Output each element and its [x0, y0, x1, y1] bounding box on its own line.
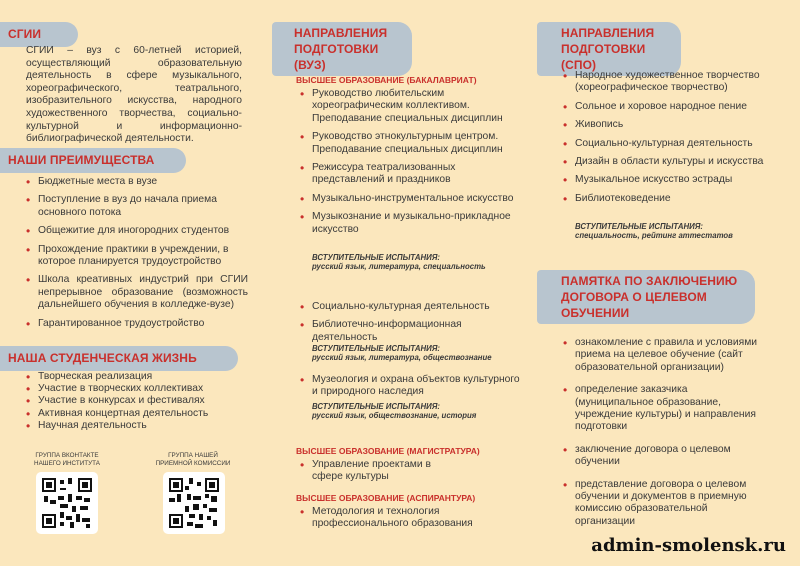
watermark: admin-smolensk.ru [591, 535, 786, 556]
list-item: • Активная концертная деятельность [26, 408, 246, 420]
exam-subjects: специальность, рейтинг аттестатов [575, 231, 733, 240]
master-subheading: ВЫСШЕЕ ОБРАЗОВАНИЕ (МАГИСТРАТУРА) [296, 446, 480, 456]
student-life-list [26, 371, 246, 432]
qr-admission-label: ГРУППА НАШЕЙ ПРИЕМНОЙ КОМИССИИ [155, 452, 231, 467]
list-item: • Музыкально-инструментальное искусство [300, 193, 520, 205]
list-item: • Бюджетные места в вузе [26, 176, 248, 188]
list-item: • Управление проектами в сфере культуры [300, 459, 450, 484]
list-item: • Сольное и хоровое народное пение [563, 101, 785, 113]
exam-title: ВСТУПИТЕЛЬНЫЕ ИСПЫТАНИЯ: [312, 344, 441, 353]
exam-subjects: русский язык, обществознание, история [312, 411, 477, 420]
college-programs-list [563, 70, 785, 205]
target-contract-memo-heading: ПАМЯТКА ПО ЗАКЛЮЧЕНИЮ ДОГОВОРА О ЦЕЛЕВОМ ОБУЧЕНИИ [537, 270, 755, 324]
list-item: • Социально-культурная деятельность [300, 301, 520, 313]
sgii-description: СГИИ – вуз с 60-летней историей, осуществляющий образовательную деятельность в сфере музыкального, хореографического, театрального, изобразительного искусства, народного художественного творчества, социально-культурной и информационно-библиографической деятельности. [26, 45, 242, 145]
list-item: • Режиссура театрализованных представлений и праздников [300, 162, 520, 187]
sgii-heading: СГИИ [0, 22, 78, 47]
list-item: • определение заказчика (муниципальное образование, учреждение культуры) и направления подготовки [563, 384, 763, 434]
advantages-list [26, 176, 248, 330]
list-item: • Поступление в вуз до начала приема основного потока [26, 194, 248, 219]
exam-title: ВСТУПИТЕЛЬНЫЕ ИСПЫТАНИЯ: [312, 402, 441, 411]
list-item: • представление договора о целевом обучении и документов в приемную комиссию образовательной организации [563, 479, 763, 529]
list-item: • Народное художественное творчество (хореографическое творчество) [563, 70, 785, 95]
list-item: • Руководство любительским хореографическим коллективом. Преподавание специальных дисциплин [300, 88, 520, 125]
qr-code-icon [169, 478, 219, 528]
qr-code-icon [42, 478, 92, 528]
qr-vk-label: ГРУППА ВКОНТАКТЕ НАШЕГО ИНСТИТУТА [34, 452, 100, 467]
list-item: • Методология и технология профессионального образования [300, 506, 520, 531]
advantages-heading: НАШИ ПРЕИМУЩЕСТВА [0, 148, 186, 173]
exam-subjects: русский язык, литература, обществознание [312, 353, 492, 362]
list-item: • Прохождение практики в учреждении, в которое планируется трудоустройство [26, 244, 248, 269]
list-item: • Участие в конкурсах и фестивалях [26, 395, 246, 407]
list-item: • Участие в творческих коллективах [26, 383, 246, 395]
list-item: • Школа креативных индустрий при СГИИ непрерывное образование (возможность дальнейшего обучения в колледже-вузе) [26, 274, 248, 311]
bachelor-list-1 [300, 88, 520, 236]
qr-code-vk[interactable] [36, 472, 98, 534]
list-item: • Музыкальное искусство эстрады [563, 174, 785, 186]
exam-block-1 [312, 253, 522, 272]
list-item: • Социально-культурная деятельность [563, 138, 785, 150]
exam-subjects: русский язык, литература, специальность [312, 262, 486, 271]
bachelor-subheading: ВЫСШЕЕ ОБРАЗОВАНИЕ (БАКАЛАВРИАТ) [296, 75, 477, 85]
postgraduate-list [300, 506, 520, 531]
college-exam-block [575, 222, 785, 241]
list-item: • Гарантированное трудоустройство [26, 318, 248, 330]
list-item: • Музыкознание и музыкально-прикладное искусство [300, 211, 520, 236]
list-item: • Библиотечно-информационная деятельность [300, 319, 520, 344]
master-list [300, 459, 450, 484]
list-item: • Общежитие для иногородних студентов [26, 225, 248, 237]
list-item: • Живопись [563, 119, 785, 131]
student-life-heading: НАША СТУДЕНЧЕСКАЯ ЖИЗНЬ [0, 346, 238, 371]
bachelor-list-2 [300, 301, 520, 344]
exam-title: ВСТУПИТЕЛЬНЫЕ ИСПЫТАНИЯ: [312, 253, 441, 262]
bachelor-list-3 [300, 374, 520, 399]
postgraduate-subheading: ВЫСШЕЕ ОБРАЗОВАНИЕ (АСПИРАНТУРА) [296, 493, 476, 503]
list-item: • Научная деятельность [26, 420, 246, 432]
list-item: • Дизайн в области культуры и искусства [563, 156, 785, 168]
list-item: • Библиотековедение [563, 193, 785, 205]
list-item: • ознакомление с правила и условиями приема на целевое обучение (сайт образовательной организации) [563, 337, 763, 374]
university-programs-heading: НАПРАВЛЕНИЯ ПОДГОТОВКИ (ВУЗ) [272, 22, 412, 76]
exam-block-2 [312, 344, 522, 363]
college-programs-heading: НАПРАВЛЕНИЯ ПОДГОТОВКИ (СПО) [537, 22, 681, 76]
column-left [0, 0, 266, 566]
column-right [533, 0, 800, 566]
memo-list [563, 337, 763, 528]
list-item: • Руководство этнокультурным центром. Преподавание специальных дисциплин [300, 131, 520, 156]
list-item: • Творческая реализация [26, 371, 246, 383]
column-middle [266, 0, 533, 566]
list-item: • заключение договора о целевом обучении [563, 444, 763, 469]
qr-code-admission[interactable] [163, 472, 225, 534]
exam-block-3 [312, 402, 522, 421]
list-item: • Музеология и охрана объектов культурного и природного наследия [300, 374, 520, 399]
exam-title: ВСТУПИТЕЛЬНЫЕ ИСПЫТАНИЯ: [575, 222, 704, 231]
